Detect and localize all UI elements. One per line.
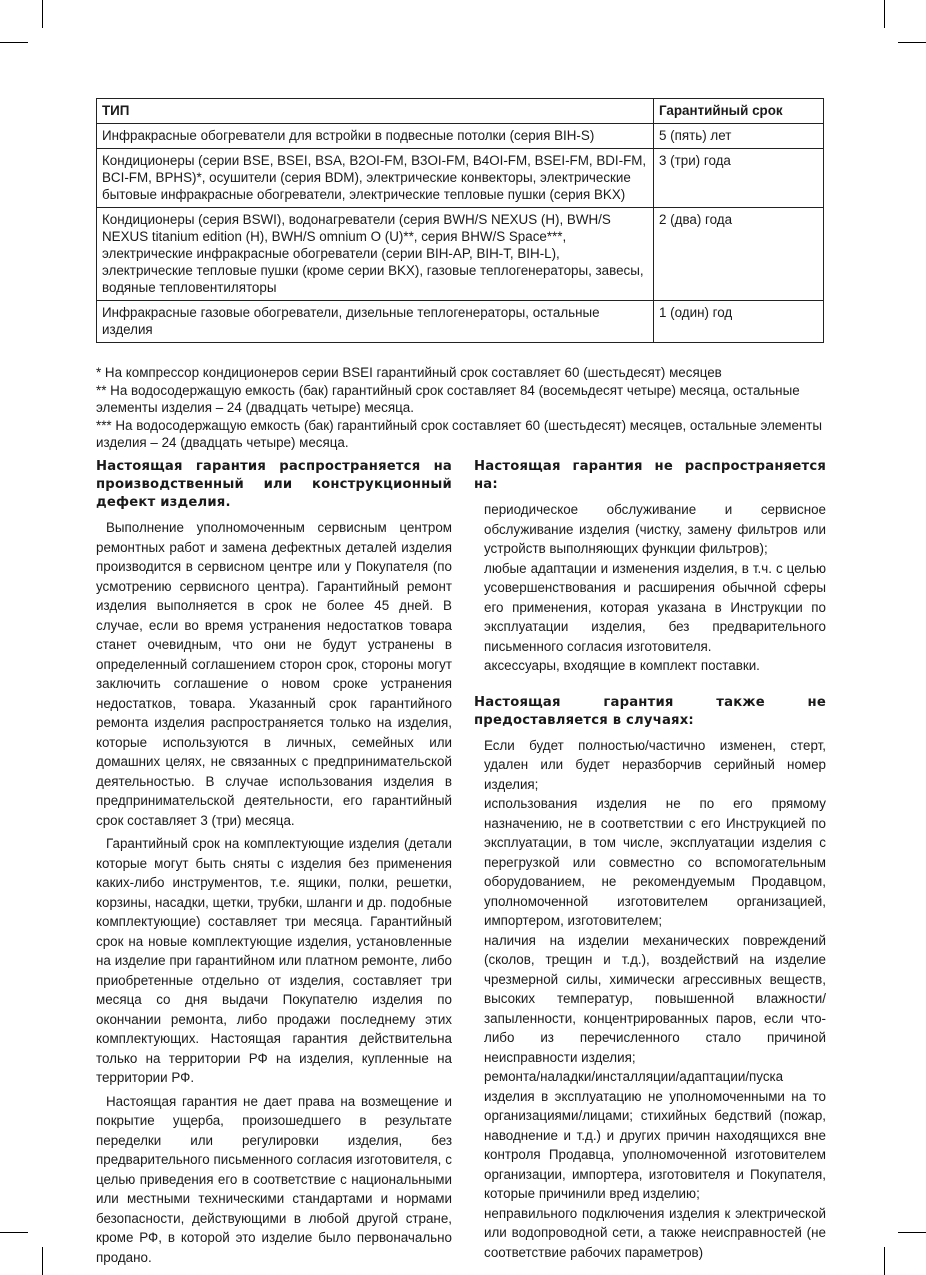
table-row bbox=[97, 301, 824, 343]
table-header-row bbox=[97, 99, 824, 124]
list-item: периодическое обслуживание и сервисное обслуживание изделия (чистку, замену фильтров или устройств выполняющих функции фильтров); bbox=[484, 502, 826, 556]
table-row bbox=[97, 149, 824, 208]
section-heading-exclusions: Настоящая гарантия не распространяется на: bbox=[474, 459, 826, 492]
list-item: наличия на изделии механических повреждений (сколов, трещин и т.д.), воздействий на изделие чрезмерной силы, химически агрессивных веществ, высоких температур, повышенной влажности/запыленности, концентрированных паров, если что-либо из перечисленного стало причиной неисправности изделия; bbox=[484, 932, 826, 1065]
warranty-term-table bbox=[96, 98, 824, 343]
paragraph: Выполнение уполномоченным сервисным центром ремонтных работ и замена дефектных деталей изделия производится в сервисном центре или у Покупателя (по усмотрению сервисного центра). Гарантийный ремонт изделия выполняется в срок не более 45 дней. В случае, если во время устранения недостатков товара станет очевидным, что они не будут устранены в определенный соглашением сторон срок, стороны могут заключить соглашение о новом сроке устранения недостатков, товара. Указанный срок гарантийного ремонта изделия распространяется только на изделия, которые используются в личных, семейных или домашних целях, не связанных с предпринимательской деятельностью. В случае использования изделия в предпринимательской деятельности, его гарантийный срок составляет 3 (три) месяца. bbox=[96, 520, 452, 828]
header-warranty-term: Гарантийный срок bbox=[654, 99, 824, 124]
left-column bbox=[96, 458, 452, 1271]
paragraph: Настоящая гарантия не дает права на возмещение и покрытие ущерба, произошедшего в результате переделки или регулировки изделия, без предварительного письменного согласия изготовителя, с целью приведения его в соответствие с национальными или местными техническими стандартами и нормами безопасности, действующими в любой другой стране, кроме РФ, в которой это изделие было первоначально продано. bbox=[96, 1093, 452, 1265]
crop-mark-bottom-left-vertical bbox=[42, 1247, 43, 1275]
table-row bbox=[97, 124, 824, 149]
section-heading-not-provided: Настоящая гарантия также не предоставляется в случаях: bbox=[474, 694, 826, 728]
list-item: ремонта/наладки/инсталляции/адаптации/пуска изделия в эксплуатацию не уполномоченными на то организациями/лицами; стихийных бедствий (пожар, наводнение и т.д.) и других причин находящихся вне контроля Продавца, уполномоченной изготовителем организации, импортера, изготовителя и Покупателя, которые причинили вред изделию; bbox=[484, 1069, 826, 1201]
footnote: * На компрессор кондиционеров серии BSEI гарантийный срок составляет 60 (шестьдесят) месяцев bbox=[96, 365, 722, 380]
footnote: *** На водосодержащую емкость (бак) гарантийный срок составляет 60 (шестьдесят) месяцев, остальные элементы изделия – 24 (двадцать четыре) месяца. bbox=[96, 417, 823, 451]
list-item: любые адаптации и изменения изделия, в т.ч. с целью усовершенствования и расширения обычной сферы его применения, которая указана в Инструкции по эксплуатации изделия, без предварительного письменного согласия изготовителя. bbox=[484, 560, 826, 654]
cell-type: Кондиционеры (серии BSE, BSEI, BSA, B2OI-FM, B3OI-FM, B4OI-FM, BSEI-FM, BDI-FM, BCI-FM, BPHS)*, осушители (серия BDM), электрические конвекторы, электрические бытовые инфракрасные обогреватели, электрические тепловые пушки (серия BKX) bbox=[97, 149, 654, 208]
list-item: аксессуары, входящие в комплект поставки. bbox=[484, 658, 760, 673]
spacer bbox=[474, 676, 826, 694]
crop-mark-top-right-horizontal bbox=[898, 42, 926, 43]
footnote: ** На водосодержащую емкость (бак) гарантийный срок составляет 84 (восемьдесят четыре) месяца, остальные элементы изделия – 24 (двадцать четыре) месяца. bbox=[96, 382, 800, 416]
list-item: неправильного подключения изделия к электрической или водопроводной сети, а также неисправностей (не соответствие рабочих параметров) bbox=[484, 1205, 826, 1260]
section-heading-coverage: Настоящая гарантия распространяется на производственный или конструкционный дефект изделия. bbox=[96, 459, 452, 510]
cell-type: Инфракрасные газовые обогреватели, дизельные теплогенераторы, остальные изделия bbox=[97, 301, 654, 343]
crop-mark-bottom-right-vertical bbox=[884, 1247, 885, 1275]
cell-term: 1 (один) год bbox=[654, 301, 824, 343]
paragraph: Гарантийный срок на комплектующие изделия (детали которые могут быть сняты с изделия без применения каких-либо инструментов, т.е. ящики, полки, решетки, корзины, насадки, щетки, трубки, шланги и др. подобные комплектующие) составляет три месяца. Гарантийный срок на новые комплектующие изделия, установленные на изделие при гарантийном или платном ремонте, либо приобретенные отдельно от изделия, составляет три месяца со дня выдачи Покупателю изделия по окончании ремонта, либо продажи последнему этих комплектующих. Настоящая гарантия действительна только на территории РФ на изделия, купленные на территории РФ. bbox=[96, 836, 452, 1085]
right-column bbox=[474, 458, 826, 1262]
footnotes bbox=[96, 364, 826, 452]
cell-term: 5 (пять) лет bbox=[654, 124, 824, 149]
header-type: ТИП bbox=[97, 99, 654, 124]
crop-mark-top-left-horizontal bbox=[0, 42, 28, 43]
cell-type: Кондиционеры (серия BSWI), водонагреватели (серия BWH/S NEXUS (H), BWH/S NEXUS titanium edition (H), BWH/S omnium O (U)**, серия BHW/S Space***, электрические инфракрасные обогреватели (серии BIH-AP, BIH-T, BIH-L), электрические тепловые пушки (кроме серии BKX), газовые теплогенераторы, завесы, водяные тепловентиляторы bbox=[97, 208, 654, 301]
cell-term: 3 (три) года bbox=[654, 149, 824, 208]
list-item: Если будет полностью/частично изменен, стерт, удален или будет неразборчив серийный номер изделия; bbox=[484, 737, 826, 792]
cell-type: Инфракрасные обогреватели для встройки в подвесные потолки (серия BIH-S) bbox=[97, 124, 654, 149]
crop-mark-top-right-vertical bbox=[884, 0, 885, 28]
crop-mark-bottom-right-horizontal bbox=[898, 1232, 926, 1233]
crop-mark-top-left-vertical bbox=[42, 0, 43, 28]
cell-term: 2 (два) года bbox=[654, 208, 824, 301]
crop-mark-bottom-left-horizontal bbox=[0, 1232, 28, 1233]
table-row bbox=[97, 208, 824, 301]
list-item: использования изделия не по его прямому назначению, не в соответствии с его Инструкцией по эксплуатации, в том числе, эксплуатации изделия с перегрузкой или совместно со вспомогательным оборудованием, не рекомендуемым Продавцом, уполномоченной изготовителем организацией, импортером, изготовителем; bbox=[484, 796, 826, 928]
